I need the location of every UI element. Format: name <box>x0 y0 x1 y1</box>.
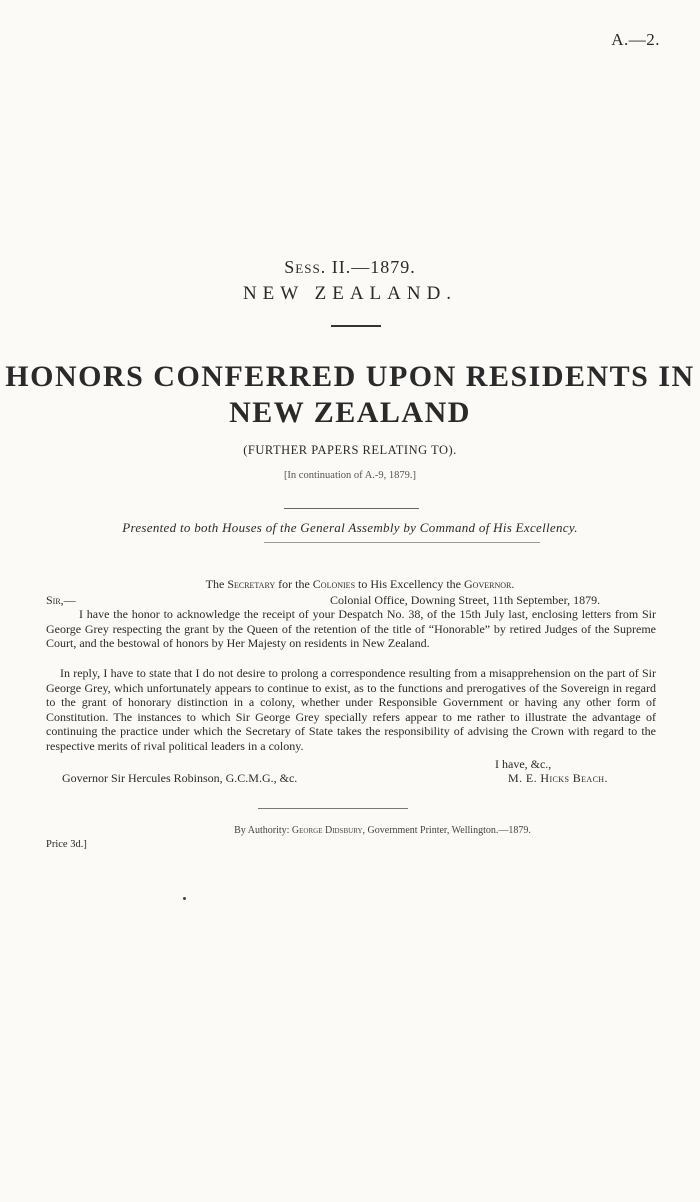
divider-rule <box>284 508 419 509</box>
divider-rule <box>258 808 408 809</box>
signature-initials: M. E. <box>508 771 541 785</box>
paragraph-2: In reply, I have to state that I do not desire to prolong a correspondence resulting from a misapprehension on the part of Sir George Grey, which unfortunately appears to continue to exist, as to the functions and prerogatives of the Sovereign in regard to the grant of honorary distinction in a colony, whether under Responsible Government or having any other form of Constitution. The instances to which Sir George Grey specially refers appear to me rather to illustrate the advantage of continuing the practice under which the Secretary of State takes the responsibility of advising the Crown with regard to the respective merits of rival political leaders in a colony. <box>46 666 656 753</box>
title-line-2: NEW ZEALAND <box>229 396 471 429</box>
place-date: Colonial Office, Downing Street, 11th September, 1879. <box>330 593 601 607</box>
paper-reference: A.—2. <box>611 30 660 49</box>
heading-text: to His Excellency the <box>355 577 464 591</box>
signature-name: Hicks Beach. <box>540 771 608 785</box>
subtitle: (FURTHER PAPERS RELATING TO). <box>243 443 457 457</box>
imprint-text: , Government Printer, Wellington.—1879. <box>362 825 531 836</box>
addressee: Governor Sir Hercules Robinson, G.C.M.G., &c. <box>62 771 298 785</box>
heading-text: . <box>511 577 515 591</box>
country-heading: NEW ZEALAND. <box>242 283 458 304</box>
printer-imprint <box>0 825 700 836</box>
session-number: II.—1879. <box>326 257 416 277</box>
signature <box>508 771 608 786</box>
session-line <box>0 257 700 278</box>
heading-governor: Governor <box>464 577 512 591</box>
closing: I have, &c., <box>495 757 552 771</box>
heading-secretary: Secretary <box>227 577 276 591</box>
imprint-text: By Authority: <box>234 825 292 836</box>
printer-name: George Didsbury <box>291 825 363 836</box>
continuation-note: [In continuation of A.-9, 1879.] <box>283 470 417 481</box>
title-line-1: HONORS CONFERRED UPON RESIDENTS IN <box>5 360 695 393</box>
letter-heading <box>0 577 700 592</box>
stray-mark <box>183 897 186 900</box>
divider-rule <box>331 325 381 327</box>
divider-rule <box>264 542 540 543</box>
heading-text: The <box>205 577 228 591</box>
presented-line: Presented to both Houses of the General Assembly by Command of His Excellency. <box>122 520 578 535</box>
paragraph-1: I have the honor to acknowledge the receipt of your Despatch No. 38, of the 15th July last, enclosing letters from Sir George Grey respecting the grant by the Queen of the retention of the title of “Honorable” by retired Judges of the Supreme Court, and the bestowal of honors by Her Majesty on residents in New Zealand. <box>46 607 656 650</box>
price: Price 3d.] <box>46 839 87 850</box>
session-prefix: Sess. <box>284 257 327 277</box>
salutation: Sir,— <box>46 593 76 607</box>
heading-colonies: Colonies <box>312 577 356 591</box>
heading-text: for the <box>275 577 313 591</box>
